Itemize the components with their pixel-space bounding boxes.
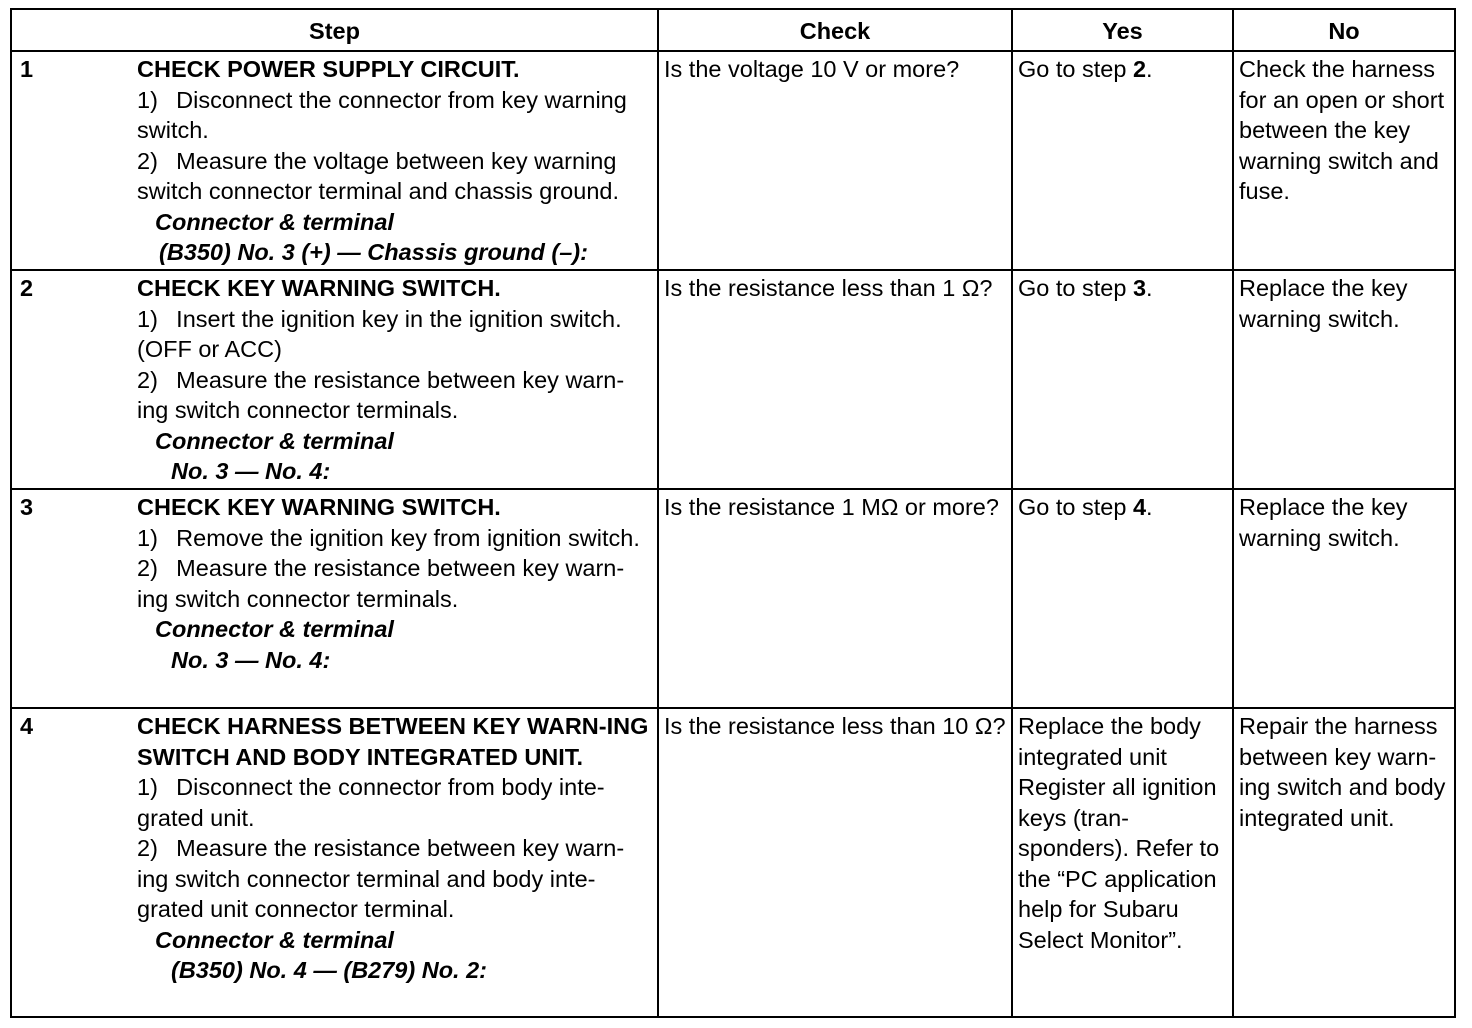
header-yes: Yes xyxy=(1012,9,1233,51)
step-cell xyxy=(11,270,658,489)
step-substep: 1) Remove the ignition key from ignition switch. xyxy=(137,524,640,551)
step-number: 1 xyxy=(20,56,34,82)
step-cell xyxy=(11,489,658,708)
check-cell xyxy=(658,708,1012,1017)
step-title: CHECK KEY WARNING SWITCH. xyxy=(137,494,501,520)
step-number: 4 xyxy=(20,713,34,739)
step-title: CHECK KEY WARNING SWITCH. xyxy=(137,275,501,301)
yes-cell xyxy=(1012,270,1233,489)
connector-value: No. 3 — No. 4: xyxy=(171,646,331,673)
yes-suffix: . xyxy=(1146,56,1153,82)
step-substep: 1) Insert the ignition key in the ignition switch. (OFF or ACC) xyxy=(137,305,622,362)
table-row-step-4 xyxy=(11,708,1455,1017)
connector-label: Connector & terminal xyxy=(155,208,394,235)
step-substep: 2) Measure the resistance between key warn-ing switch connector terminal and body inte-grated unit connector terminal. xyxy=(137,835,625,922)
no-cell xyxy=(1233,51,1455,270)
yes-suffix: . xyxy=(1146,494,1153,520)
connector-label: Connector & terminal xyxy=(155,427,394,454)
step-number: 3 xyxy=(20,494,34,520)
no-cell xyxy=(1233,708,1455,1017)
no-text: Repair the harness between key warn-ing switch and body integrated unit. xyxy=(1239,713,1446,831)
check-cell xyxy=(658,51,1012,270)
table-row-step-1 xyxy=(11,51,1455,270)
connector-label: Connector & terminal xyxy=(155,926,394,953)
no-text: Replace the key warning switch. xyxy=(1239,494,1408,551)
step-title: CHECK HARNESS BETWEEN KEY WARN-ING SWITCH AND BODY INTEGRATED UNIT. xyxy=(137,713,649,770)
header-row xyxy=(11,9,1455,51)
step-title: CHECK POWER SUPPLY CIRCUIT. xyxy=(137,56,520,82)
connector-label: Connector & terminal xyxy=(155,616,394,642)
step-cell xyxy=(11,708,658,1017)
connector-value: (B350) No. 4 — (B279) No. 2: xyxy=(171,957,488,983)
yes-prefix: Go to step xyxy=(1018,275,1133,301)
connector-value: No. 3 — No. 4: xyxy=(171,458,331,484)
check-text: Is the resistance 1 MΩ or more? xyxy=(664,494,999,520)
check-text: Is the resistance less than 1 Ω? xyxy=(664,275,993,301)
header-no: No xyxy=(1233,9,1455,51)
yes-text: Replace the body integrated unit Register all ignition keys (tran-sponders). Refer to the “PC application help for Subaru Select Monitor”. xyxy=(1018,713,1220,953)
check-cell xyxy=(658,489,1012,708)
step-substep: 2) Measure the resistance between key warn-ing switch connector terminals. xyxy=(137,555,625,612)
check-cell xyxy=(658,270,1012,489)
yes-prefix: Go to step xyxy=(1018,56,1133,82)
connector-value: (B350) No. 3 (+) — Chassis ground (–): xyxy=(159,239,588,265)
table-row-step-2 xyxy=(11,270,1455,489)
step-substep: 2) Measure the resistance between key warn-ing switch connector terminals. xyxy=(137,366,625,423)
check-text: Is the resistance less than 10 Ω? xyxy=(664,713,1006,739)
step-substep: 1) Disconnect the connector from key warning switch. xyxy=(137,86,627,143)
no-text: Check the harness for an open or short between the key warning switch and fuse. xyxy=(1239,56,1445,204)
no-cell xyxy=(1233,270,1455,489)
step-substep: 2) Measure the voltage between key warning switch connector terminal and chassis ground. xyxy=(137,147,619,204)
yes-prefix: Go to step xyxy=(1018,494,1133,520)
yes-step-ref: 2 xyxy=(1132,56,1147,82)
step-substep: 1) Disconnect the connector from body inte-grated unit. xyxy=(137,774,605,831)
yes-step-ref: 3 xyxy=(1132,275,1147,301)
yes-step-ref: 4 xyxy=(1132,494,1147,520)
table-row-step-3 xyxy=(11,489,1455,708)
header-step: Step xyxy=(11,9,658,51)
header-check: Check xyxy=(658,9,1012,51)
diagnostic-table xyxy=(10,8,1456,1018)
yes-cell xyxy=(1012,708,1233,1017)
check-text: Is the voltage 10 V or more? xyxy=(664,56,960,82)
yes-cell xyxy=(1012,489,1233,708)
no-text: Replace the key warning switch. xyxy=(1239,275,1408,332)
yes-cell xyxy=(1012,51,1233,270)
yes-suffix: . xyxy=(1146,275,1153,301)
step-cell xyxy=(11,51,658,270)
step-number: 2 xyxy=(20,275,34,301)
no-cell xyxy=(1233,489,1455,708)
